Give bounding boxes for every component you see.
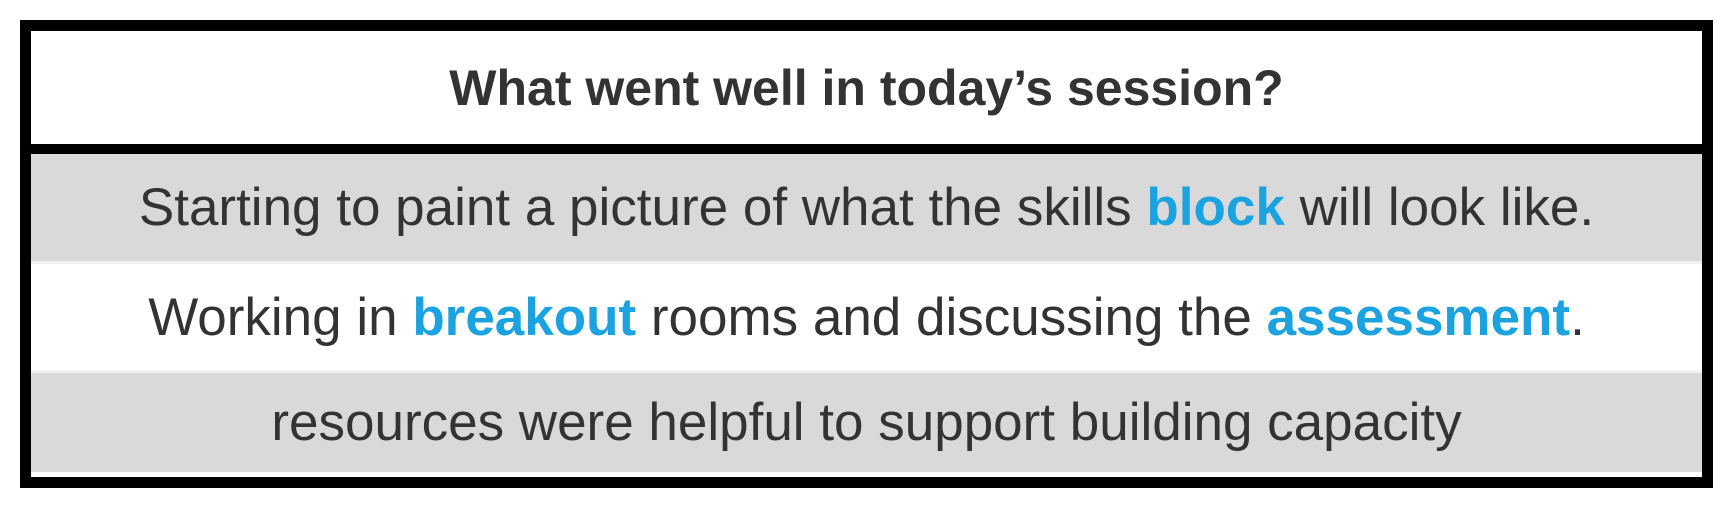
row-2-text-middle: rooms and discussing the <box>636 287 1267 347</box>
row-2-highlight-1: breakout <box>412 287 637 347</box>
feedback-row-1 <box>31 154 1702 261</box>
row-2-text-after: . <box>1570 287 1585 347</box>
row-1-text-after: will look like. <box>1284 178 1595 237</box>
header-title: What went well in today’s session? <box>449 59 1284 116</box>
row-2-text-before: Working in <box>148 287 413 347</box>
row-2-highlight-2: assessment <box>1266 287 1571 347</box>
feedback-row-2 <box>31 264 1702 370</box>
row-1-text-before: Starting to paint a picture of what the skills <box>138 178 1147 237</box>
row-1-highlight: block <box>1146 178 1285 237</box>
feedback-row-3 <box>31 373 1702 472</box>
row-3-text: resources were helpful to support building capacity <box>271 393 1462 452</box>
feedback-table <box>20 20 1713 488</box>
table-header <box>31 31 1702 154</box>
